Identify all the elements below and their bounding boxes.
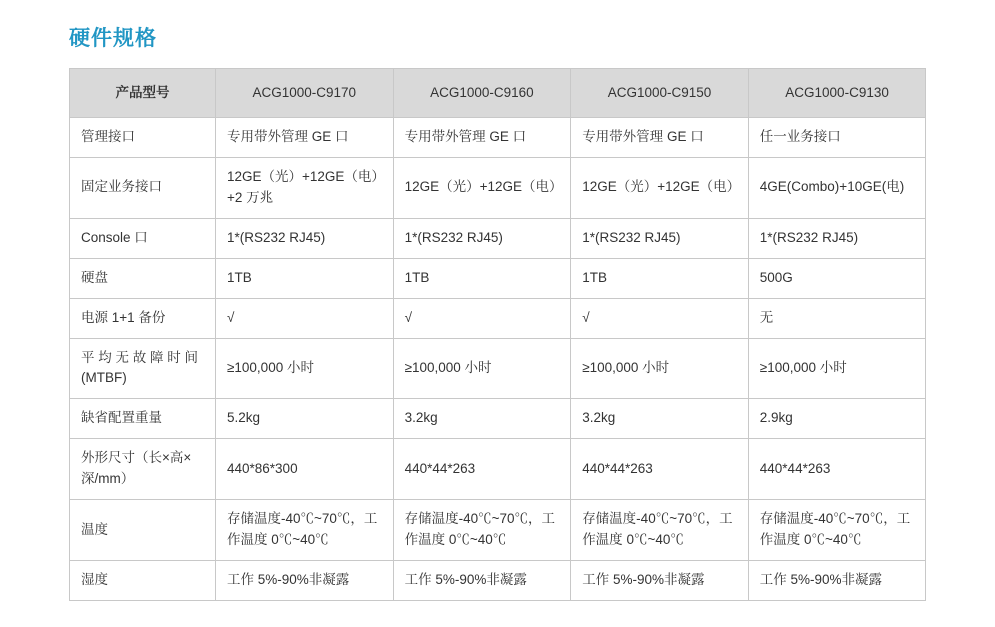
table-cell: 440*44*263 (393, 439, 571, 500)
table-cell: 1*(RS232 RJ45) (571, 218, 749, 258)
hardware-spec-table (69, 68, 926, 601)
table-row (70, 218, 926, 258)
table-cell: 专用带外管理 GE 口 (393, 118, 571, 158)
table-cell: 440*86*300 (216, 439, 394, 500)
table-row (70, 560, 926, 600)
table-cell: 存储温度-40℃~70℃，工作温度 0℃~40℃ (216, 500, 394, 561)
row-label: Console 口 (70, 218, 216, 258)
table-cell: 1*(RS232 RJ45) (748, 218, 926, 258)
table-cell: ≥100,000 小时 (393, 338, 571, 399)
header-model-2: ACG1000-C9160 (393, 69, 571, 118)
page-title: 硬件规格 (69, 27, 157, 50)
table-cell: 工作 5%-90%非凝露 (748, 560, 926, 600)
table-cell: 存储温度-40℃~70℃，工作温度 0℃~40℃ (393, 500, 571, 561)
table-cell: √ (571, 298, 749, 338)
table-cell: 专用带外管理 GE 口 (216, 118, 394, 158)
row-label: 缺省配置重量 (70, 399, 216, 439)
table-header-row (70, 69, 926, 118)
table-cell: 工作 5%-90%非凝露 (216, 560, 394, 600)
table-cell: √ (393, 298, 571, 338)
table-cell: 存储温度-40℃~70℃，工作温度 0℃~40℃ (748, 500, 926, 561)
table-row (70, 500, 926, 561)
header-model-4: ACG1000-C9130 (748, 69, 926, 118)
table-cell: 500G (748, 258, 926, 298)
table-row (70, 258, 926, 298)
table-cell: 440*44*263 (571, 439, 749, 500)
table-cell: 1TB (571, 258, 749, 298)
row-label: 外形尺寸（长×高×深/mm） (70, 439, 216, 500)
header-product-model: 产品型号 (70, 69, 216, 118)
table-cell: 1TB (216, 258, 394, 298)
table-row (70, 157, 926, 218)
table-cell: ≥100,000 小时 (748, 338, 926, 399)
table-cell: 2.9kg (748, 399, 926, 439)
table-row (70, 399, 926, 439)
table-cell: 1*(RS232 RJ45) (216, 218, 394, 258)
table-cell: ≥100,000 小时 (216, 338, 394, 399)
row-label: 湿度 (70, 560, 216, 600)
table-cell: ≥100,000 小时 (571, 338, 749, 399)
hardware-spec-table-container (69, 68, 926, 601)
table-cell: 3.2kg (571, 399, 749, 439)
table-header (70, 69, 926, 118)
table-cell: 工作 5%-90%非凝露 (393, 560, 571, 600)
row-label: 温度 (70, 500, 216, 561)
table-cell: 4GE(Combo)+10GE(电) (748, 157, 926, 218)
table-cell: 无 (748, 298, 926, 338)
header-model-1: ACG1000-C9170 (216, 69, 394, 118)
table-body (70, 118, 926, 601)
row-label: 管理接口 (70, 118, 216, 158)
table-cell: 12GE（光）+12GE（电） (571, 157, 749, 218)
row-label: 平 均 无 故 障 时 间 (MTBF) (70, 338, 216, 399)
table-cell: 12GE（光）+12GE（电） (393, 157, 571, 218)
table-cell: 任一业务接口 (748, 118, 926, 158)
table-cell: 1*(RS232 RJ45) (393, 218, 571, 258)
table-cell: 存储温度-40℃~70℃，工作温度 0℃~40℃ (571, 500, 749, 561)
row-label: 固定业务接口 (70, 157, 216, 218)
row-label: 电源 1+1 备份 (70, 298, 216, 338)
table-row (70, 338, 926, 399)
table-cell: 1TB (393, 258, 571, 298)
table-cell: 工作 5%-90%非凝露 (571, 560, 749, 600)
table-cell: √ (216, 298, 394, 338)
header-model-3: ACG1000-C9150 (571, 69, 749, 118)
row-label: 硬盘 (70, 258, 216, 298)
table-cell: 5.2kg (216, 399, 394, 439)
table-cell: 12GE（光）+12GE（电）+2 万兆 (216, 157, 394, 218)
table-cell: 3.2kg (393, 399, 571, 439)
table-row (70, 439, 926, 500)
table-cell: 专用带外管理 GE 口 (571, 118, 749, 158)
table-row (70, 118, 926, 158)
table-row (70, 298, 926, 338)
table-cell: 440*44*263 (748, 439, 926, 500)
